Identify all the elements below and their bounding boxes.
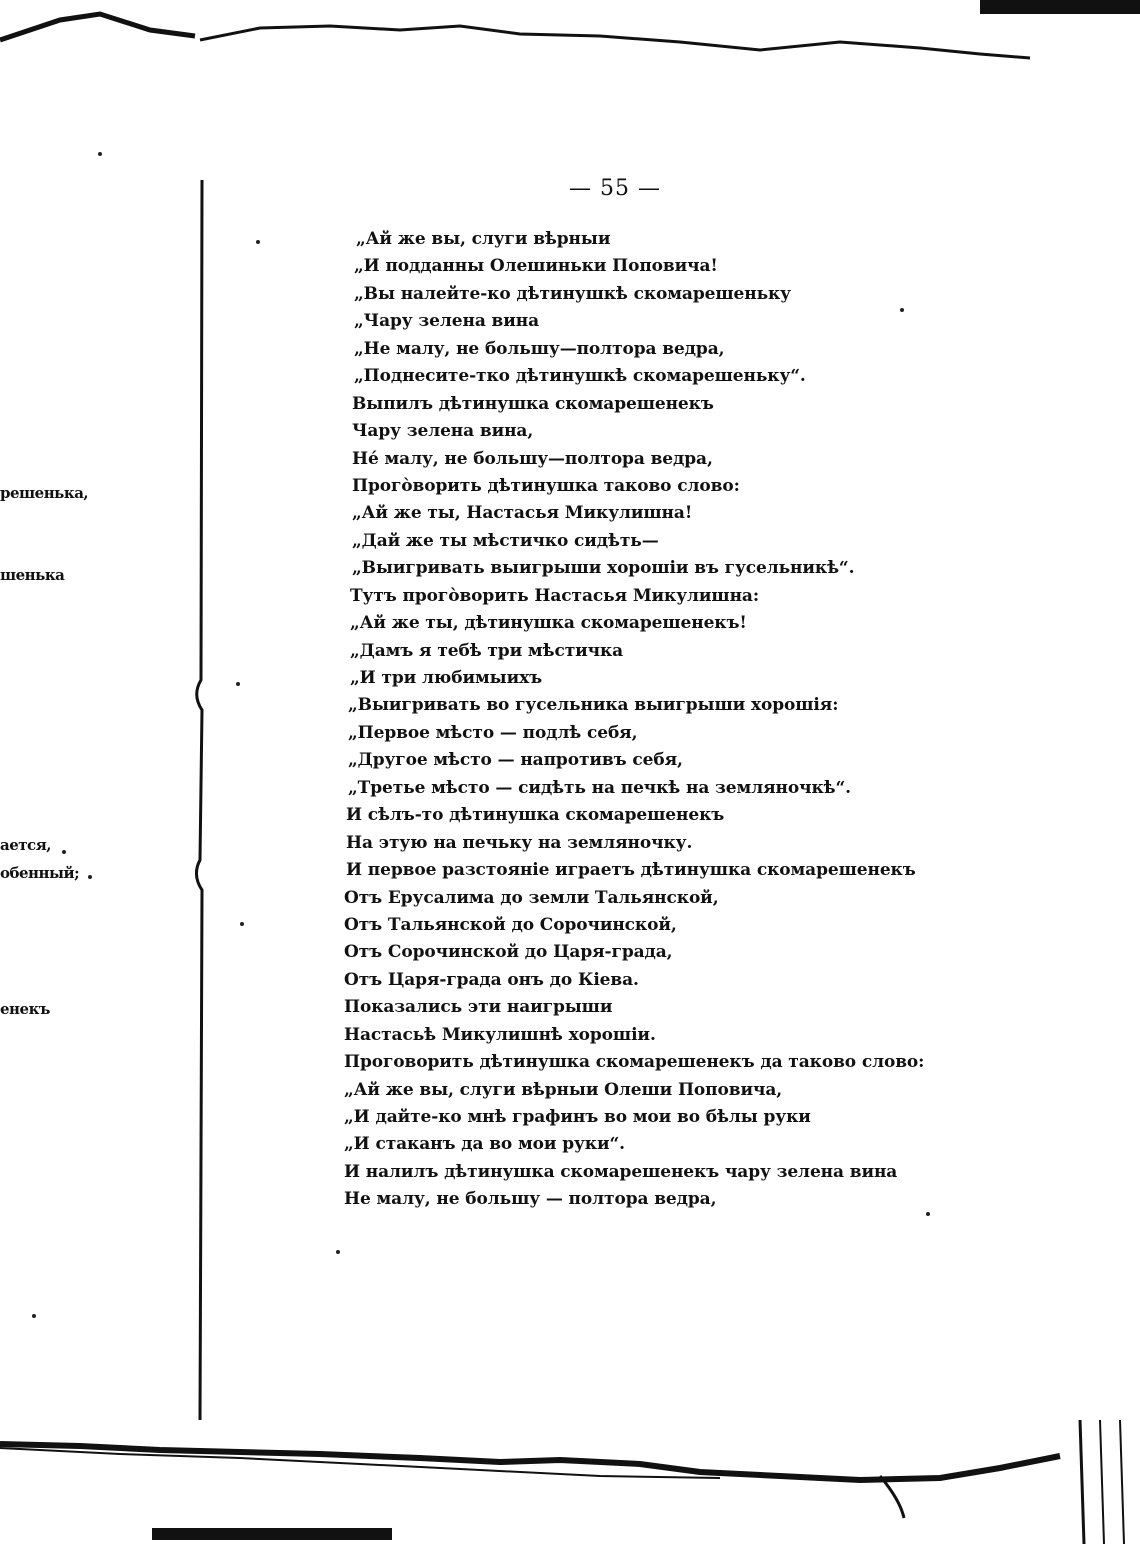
poem-line: Отъ Сорочинской до Царя-града,	[344, 942, 673, 963]
poem-line: „Первое мѣсто — подлѣ себя,	[348, 722, 638, 743]
scan-speck	[256, 240, 260, 244]
poem-line: „Вы налейте-ко дѣтинушкѣ скомарешеньку	[354, 283, 791, 304]
poem-line: „Дай же ты мѣстичко сидѣть—	[352, 530, 659, 551]
previous-page-fragment: решенька,	[0, 484, 89, 502]
poem-line: Прого̀ворить дѣтинушка таково слово:	[352, 475, 740, 496]
previous-page-fragment: обенный;	[0, 864, 80, 882]
poem-line: Настасьѣ Микулишнѣ хорошіи.	[344, 1024, 656, 1045]
poem-line: Тутъ прого̀ворить Настасья Микулишна:	[350, 585, 760, 606]
poem-line: И первое разстояніе играетъ дѣтинушка скомарешенекъ	[346, 860, 916, 881]
poem-line: Отъ Ерусалима до земли Тальянской,	[344, 887, 719, 908]
poem-text	[344, 226, 924, 1214]
previous-page-fragment: ается,	[0, 836, 51, 854]
poem-line: „Третье мѣсто — сидѣть на печкѣ на земляночкѣ“.	[348, 777, 851, 798]
poem-line: „Поднесите-тко дѣтинушкѣ скомарешеньку“.	[354, 366, 806, 387]
scan-speck	[236, 682, 240, 686]
poem-line: Не малу, не большу — полтора ведра,	[344, 1189, 717, 1210]
poem-line: Отъ Тальянской до Сорочинской,	[344, 914, 677, 935]
poem-line: „Ай же ты, дѣтинушка скомарешенекъ!	[350, 613, 747, 634]
poem-line: „И подданны Олешиньки Поповича!	[354, 256, 718, 277]
torn-bottom-edge	[0, 1420, 1140, 1544]
poem-line: И налилъ дѣтинушка скомарешенекъ чару зелена вина	[344, 1161, 898, 1182]
poem-line: Выпилъ дѣтинушка скомарешенекъ	[352, 393, 714, 414]
scan-speck	[32, 1314, 36, 1318]
poem-line: „Не малу, не большу—полтора ведра,	[354, 338, 725, 359]
poem-line: Чару зелена вина,	[352, 421, 534, 442]
poem-line: На этую на печьку на земляночку.	[346, 832, 693, 853]
poem-line: „И стаканъ да во мои руки“.	[344, 1134, 625, 1155]
torn-top-edge	[0, 0, 1140, 70]
poem-line: И сѣлъ-то дѣтинушка скомарешенекъ	[346, 805, 725, 826]
previous-page-margin	[0, 470, 110, 1030]
scan-speck	[900, 308, 904, 312]
poem-line: „Ай же вы, слуги вѣрныи	[356, 229, 611, 249]
poem-line: Проговорить дѣтинушка скомарешенекъ да таково слово:	[344, 1052, 925, 1073]
scan-speck	[98, 152, 102, 156]
poem-line: „И три любимыихъ	[350, 668, 543, 688]
previous-page-fragment: енекъ	[0, 1000, 50, 1018]
page-number: — 55 —	[569, 176, 661, 201]
poem-line: „Ай же вы, слуги вѣрныи Олеши Поповича,	[344, 1079, 783, 1100]
scan-speck	[926, 1212, 930, 1216]
poem-line: „Другое мѣсто — напротивъ себя,	[348, 750, 683, 771]
poem-line: „Выигривать во гусельника выигрыши хорошія:	[348, 695, 839, 716]
page-spine-line	[188, 180, 218, 1420]
poem-line: „Чару зелена вина	[354, 311, 540, 332]
scan-speck	[240, 922, 244, 926]
poem-line: Показались эти наигрыши	[344, 997, 613, 1018]
scan-speck	[62, 850, 66, 854]
scan-speck	[336, 1250, 340, 1254]
poem-line: Отъ Царя-града онъ до Кіева.	[344, 969, 639, 990]
previous-page-fragment: шенька	[0, 566, 65, 584]
poem-line: Не́ малу, не большу—полтора ведра,	[352, 448, 713, 469]
poem-line: „И дайте-ко мнѣ графинъ во мои во бѣлы руки	[344, 1107, 811, 1127]
scan-speck	[88, 875, 92, 879]
poem-line: „Выигривать выигрыши хорошіи въ гусельникѣ“.	[352, 558, 855, 579]
poem-line: „Дамъ я тебѣ три мѣстичка	[350, 640, 624, 661]
poem-line: „Ай же ты, Настасья Микулишна!	[352, 503, 693, 524]
